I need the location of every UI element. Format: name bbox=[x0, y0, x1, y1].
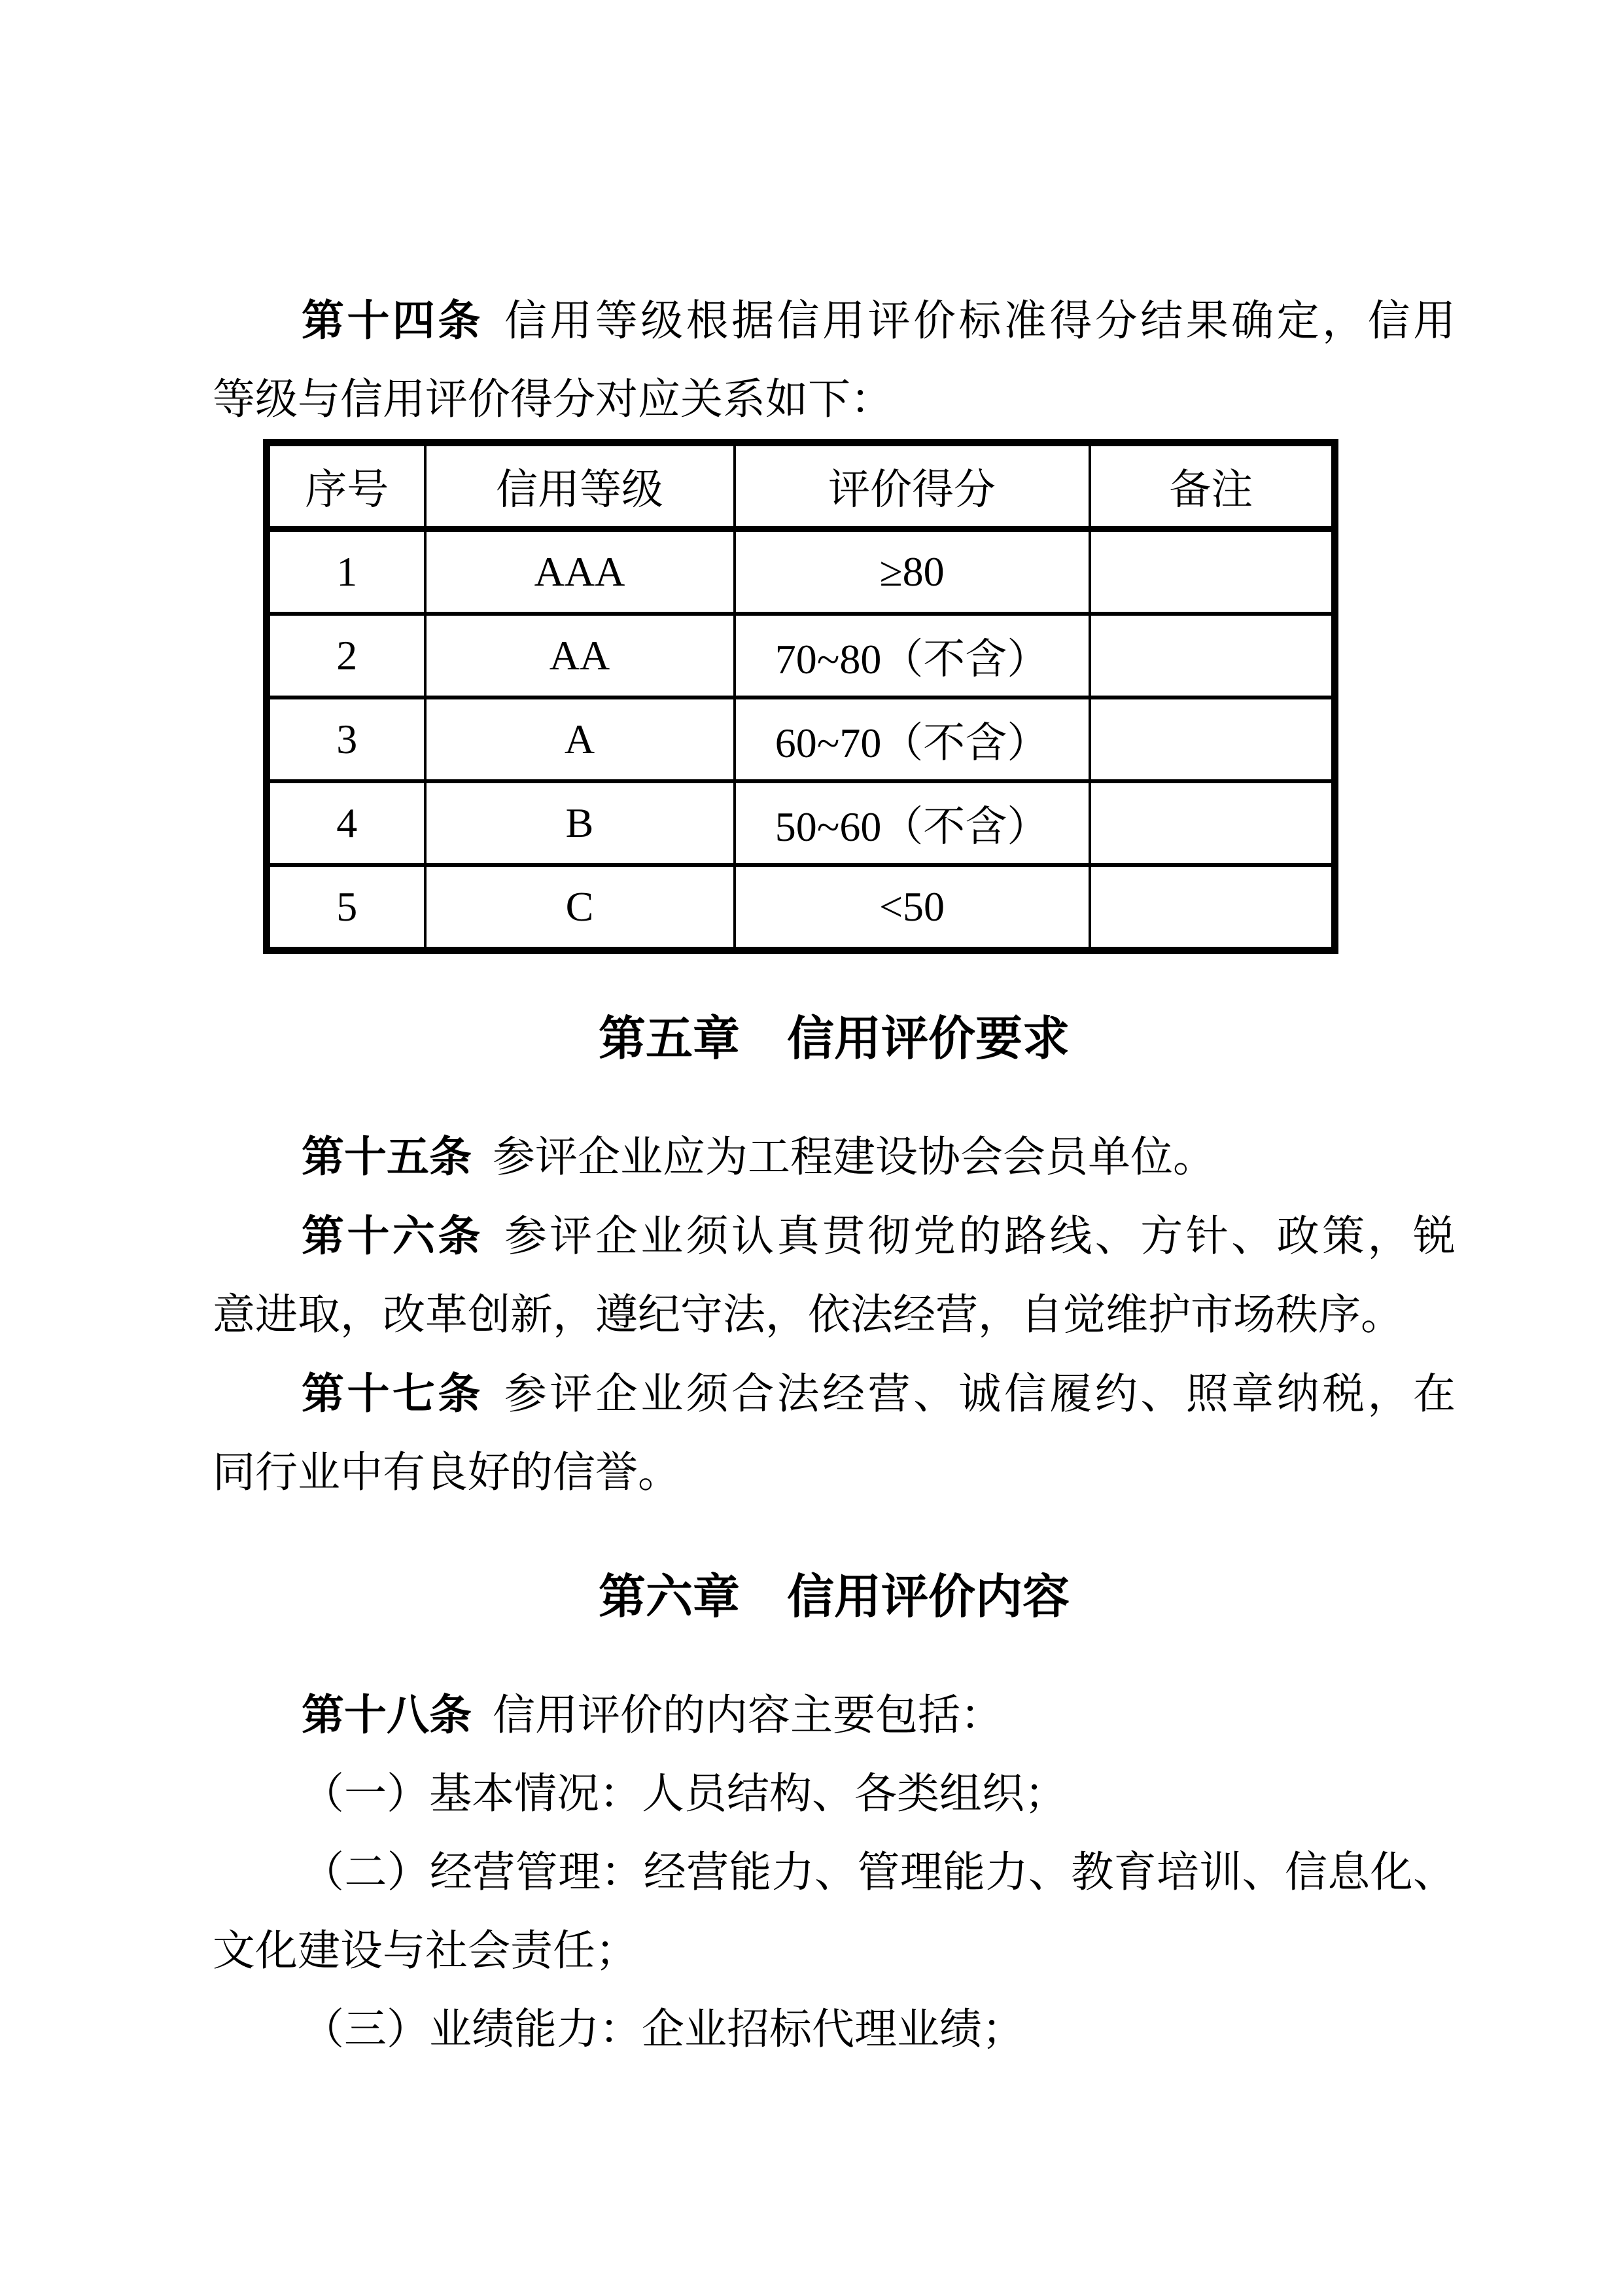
article-17-paragraph bbox=[213, 1354, 1456, 1512]
item-3-paragraph bbox=[213, 1990, 1456, 2069]
cell-score: 60~70（不含） bbox=[735, 698, 1090, 781]
table-row bbox=[267, 865, 1335, 951]
article-17-text-1: 参评企业须合法经营、诚信履约、照章纳税，在 bbox=[504, 1371, 1456, 1418]
item-1-line bbox=[213, 1755, 1456, 1833]
header-cell-score: 评价得分 bbox=[735, 443, 1090, 529]
article-15-text: 参评企业应为工程建设协会会员单位。 bbox=[493, 1134, 1216, 1181]
article-17-line-1 bbox=[213, 1354, 1456, 1434]
cell-no: 4 bbox=[267, 781, 425, 865]
cell-score: ≥80 bbox=[735, 529, 1090, 614]
cell-grade: AA bbox=[425, 614, 735, 698]
table-row bbox=[267, 529, 1335, 614]
cell-remark bbox=[1090, 614, 1335, 698]
article-15-line-1 bbox=[213, 1118, 1456, 1197]
chapter-5-heading: 第五章 信用评价要求 bbox=[598, 1013, 1070, 1065]
article-18-text: 信用评价的内容主要包括： bbox=[493, 1692, 1003, 1739]
chapter-6-heading: 第六章 信用评价内容 bbox=[598, 1571, 1070, 1623]
cell-no: 1 bbox=[267, 529, 425, 614]
article-14-line-2 bbox=[213, 361, 1456, 439]
cell-remark bbox=[1090, 781, 1335, 865]
table-row bbox=[267, 614, 1335, 698]
article-16-text-2: 意进取，改革创新，遵纪守法，依法经营，自觉维护市场秩序。 bbox=[213, 1292, 1404, 1339]
item-1-paragraph bbox=[213, 1755, 1456, 1833]
cell-score: <50 bbox=[735, 865, 1090, 951]
cell-remark bbox=[1090, 865, 1335, 951]
item-3-line bbox=[213, 1990, 1456, 2069]
article-16-text-1: 参评企业须认真贯彻党的路线、方针、政策，锐 bbox=[504, 1213, 1456, 1260]
article-16-label: 第十六条 bbox=[302, 1212, 483, 1260]
credit-grade-table bbox=[263, 439, 1338, 954]
cell-score: 70~80（不含） bbox=[735, 614, 1090, 698]
cell-remark bbox=[1090, 529, 1335, 614]
article-15-label: 第十五条 bbox=[302, 1133, 472, 1180]
item-2-paragraph bbox=[213, 1833, 1456, 1990]
header-cell-grade: 信用等级 bbox=[425, 443, 735, 529]
article-14-label: 第十四条 bbox=[302, 296, 483, 344]
cell-no: 5 bbox=[267, 865, 425, 951]
table-row bbox=[267, 698, 1335, 781]
cell-no: 2 bbox=[267, 614, 425, 698]
table-row bbox=[267, 781, 1335, 865]
cell-remark bbox=[1090, 698, 1335, 781]
item-1-text: （一）基本情况：人员结构、各类组织； bbox=[302, 1771, 1068, 1818]
cell-grade: C bbox=[425, 865, 735, 951]
item-2-line-2 bbox=[213, 1912, 1456, 1990]
header-cell-no: 序号 bbox=[267, 443, 425, 529]
table-header-row bbox=[267, 443, 1335, 529]
cell-score: 50~60（不含） bbox=[735, 781, 1090, 865]
cell-no: 3 bbox=[267, 698, 425, 781]
item-2-text-1: （二）经营管理：经营能力、管理能力、教育培训、信息化、 bbox=[302, 1849, 1456, 1896]
item-2-text-2: 文化建设与社会责任； bbox=[213, 1928, 638, 1975]
article-17-label: 第十七条 bbox=[302, 1369, 483, 1417]
item-3-text: （三）业绩能力：企业招标代理业绩； bbox=[302, 2006, 1025, 2053]
article-14-line-1 bbox=[213, 281, 1456, 361]
article-18-line-1 bbox=[213, 1676, 1456, 1755]
article-17-text-2: 同行业中有良好的信誉。 bbox=[213, 1449, 681, 1496]
article-16-line-2 bbox=[213, 1276, 1456, 1354]
cell-grade: AAA bbox=[425, 529, 735, 614]
cell-grade: A bbox=[425, 698, 735, 781]
article-17-line-2 bbox=[213, 1434, 1456, 1512]
cell-grade: B bbox=[425, 781, 735, 865]
article-14-paragraph bbox=[213, 281, 1456, 439]
article-15-paragraph bbox=[213, 1118, 1456, 1197]
item-2-line-1 bbox=[213, 1833, 1456, 1912]
article-14-text-2: 等级与信用评价得分对应关系如下： bbox=[213, 376, 894, 423]
header-cell-remark: 备注 bbox=[1090, 443, 1335, 529]
article-16-line-1 bbox=[213, 1197, 1456, 1276]
article-16-paragraph bbox=[213, 1197, 1456, 1354]
article-18-label: 第十八条 bbox=[302, 1691, 472, 1739]
article-14-text-1: 信用等级根据信用评价标准得分结果确定，信用 bbox=[504, 298, 1456, 345]
article-18-paragraph bbox=[213, 1676, 1456, 1755]
